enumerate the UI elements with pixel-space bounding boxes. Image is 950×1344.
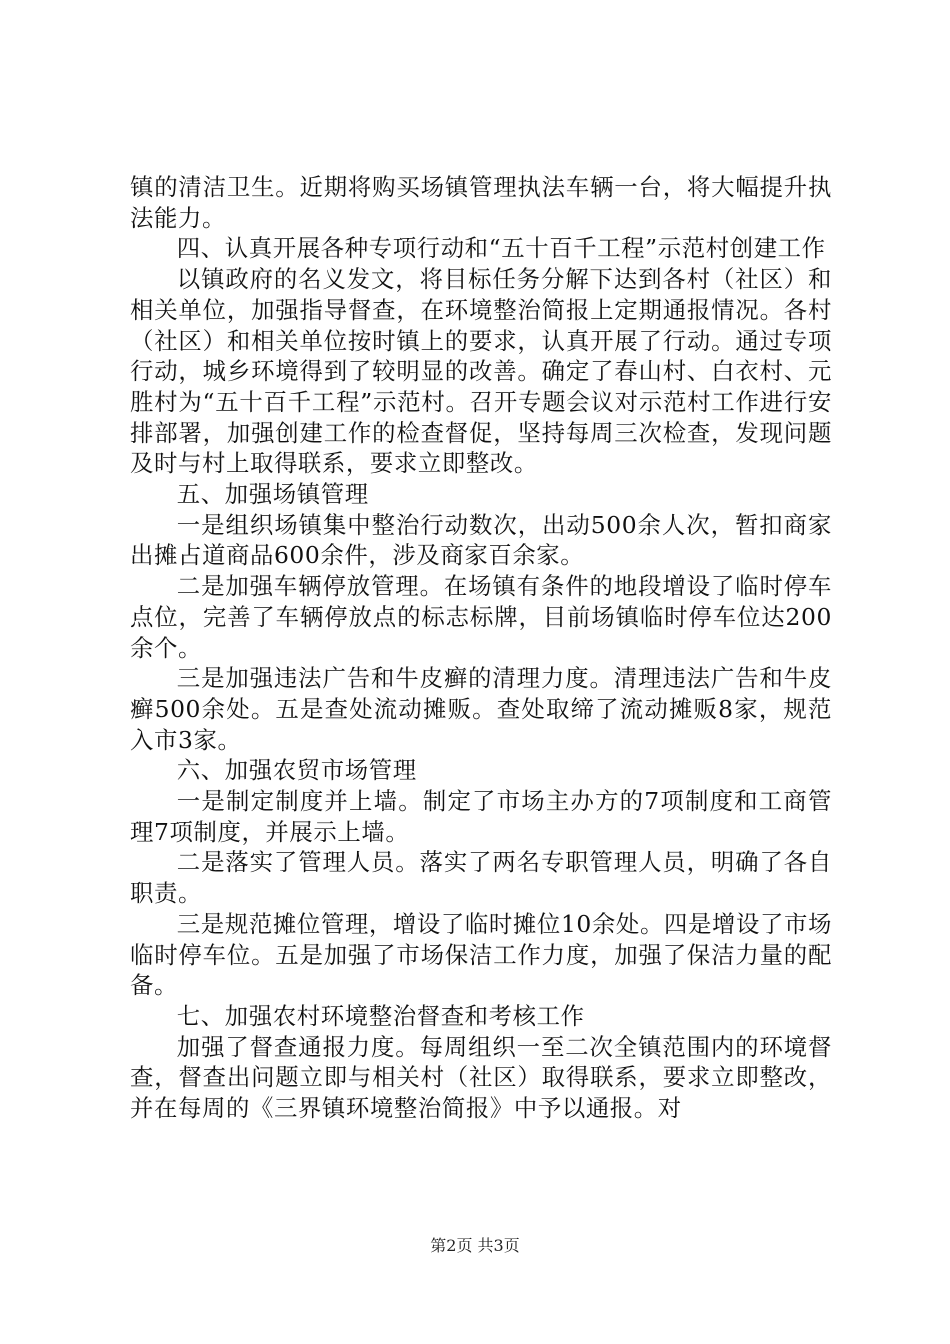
- paragraph-6: 二是加强车辆停放管理。在场镇有条件的地段增设了临时停车点位，完善了车辆停放点的标志标牌，目前场镇临时停车位达200余个。: [130, 572, 832, 662]
- paragraph-1: 镇的清洁卫生。近期将购买场镇管理执法车辆一台，将大幅提升执法能力。: [130, 173, 832, 232]
- document-body: [130, 172, 832, 1124]
- paragraph-3: 以镇政府的名义发文，将目标任务分解下达到各村（社区）和相关单位，加强指导督查，在环境整治简报上定期通报情况。各村（社区）和相关单位按时镇上的要求，认真开展了行动。通过专项行动，城乡环境得到了较明显的改善。确定了春山村、白衣村、元胜村为“五十百千工程”示范村。召开专题会议对示范村工作进行安排部署，加强创建工作的检查督促，坚持每周三次检查，发现问题及时与村上取得联系，要求立即整改。: [130, 265, 832, 478]
- paragraph-5: 一是组织场镇集中整治行动数次，出动500余人次，暂扣商家出摊占道商品600余件，涉及商家百余家。: [130, 510, 832, 570]
- paragraph-11: 三是规范摊位管理，增设了临时摊位10余处。四是增设了市场临时停车位。五是加强了市场保洁工作力度，加强了保洁力量的配备。: [130, 909, 832, 1000]
- paragraph-7: 三是加强违法广告和牛皮癣的清理力度。清理违法广告和牛皮癣500余处。五是查处流动摊贩。查处取缔了流动摊贩8家，规范入市3家。: [130, 664, 832, 754]
- section-heading-5: 五、加强场镇管理: [176, 480, 369, 509]
- section-heading-7: 七、加强农村环境整治督查和考核工作: [176, 1001, 585, 1030]
- paragraph-10: 二是落实了管理人员。落实了两名专职管理人员，明确了各自职责。: [130, 848, 832, 908]
- paragraph-13: 加强了督查通报力度。每周组织一至二次全镇范围内的环境督查，督查出问题立即与相关村（社区）取得联系，要求立即整改，并在每周的《三界镇环境整治简报》中予以通报。对: [130, 1032, 832, 1123]
- section-heading-6: 六、加强农贸市场管理: [176, 756, 417, 785]
- paragraph-9: 一是制定制度并上墙。制定了市场主办方的7项制度和工商管理7项制度，并展示上墙。: [130, 787, 832, 846]
- section-heading-4: 四、认真开展各种专项行动和“五十百千工程”示范村创建工作: [176, 234, 826, 263]
- page-number-footer: 第2页 共3页: [430, 1236, 520, 1255]
